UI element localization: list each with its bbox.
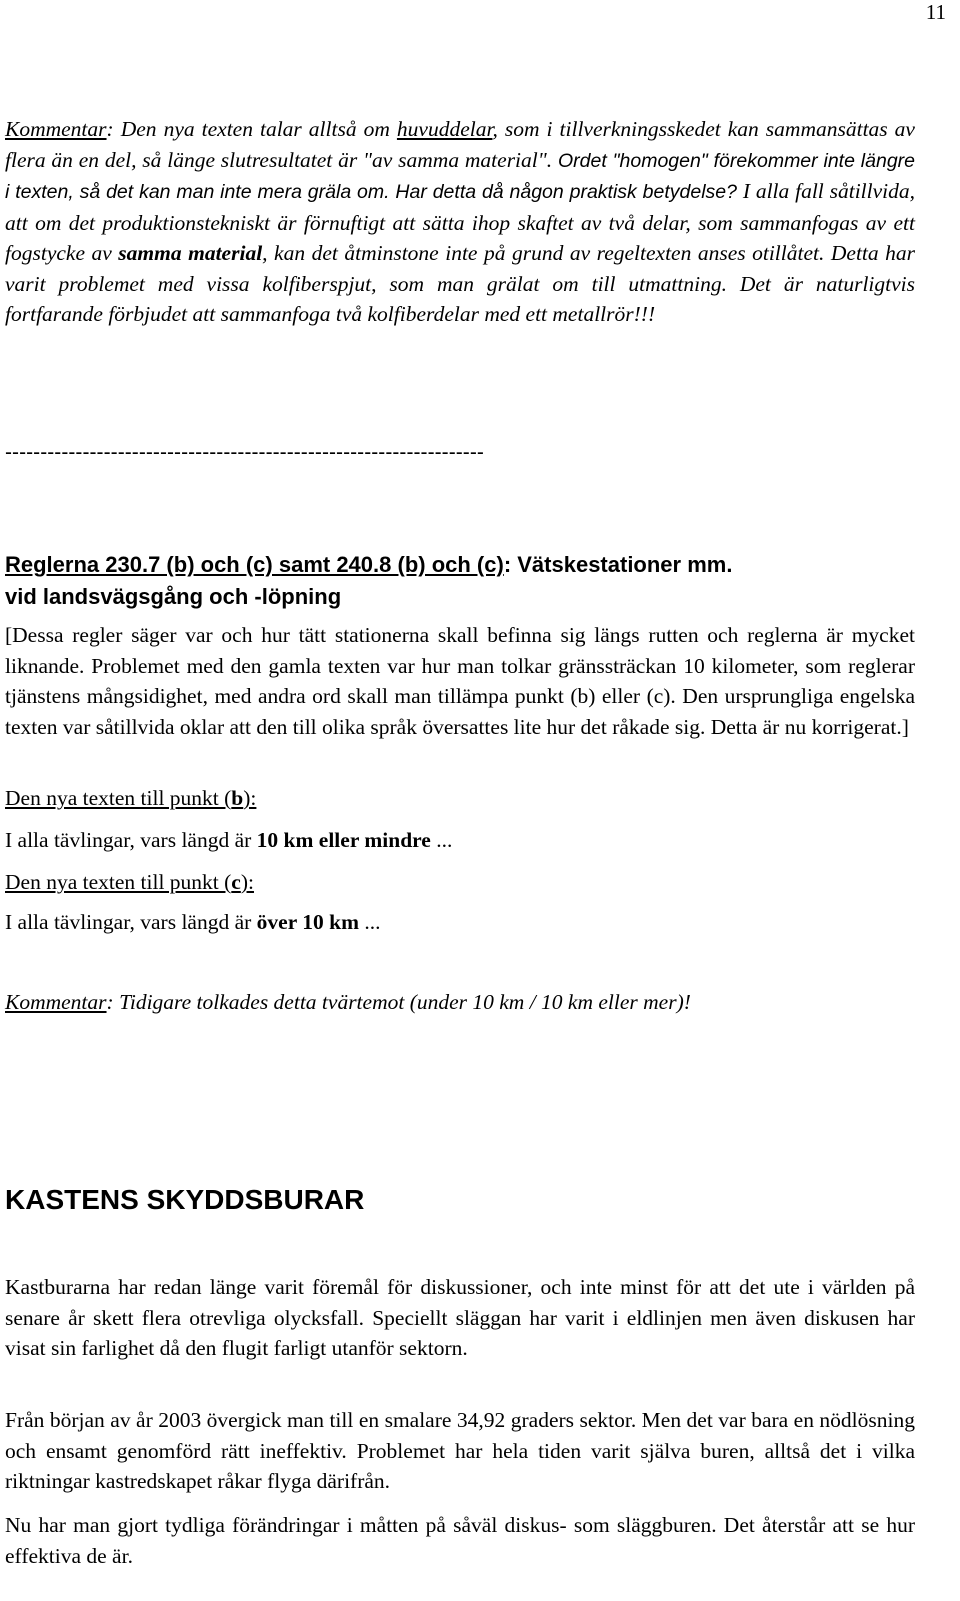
rule-c-text-start: I alla tävlingar, vars längd är bbox=[5, 910, 257, 934]
comment-text-1: Den nya texten talar alltså om bbox=[113, 117, 397, 141]
cage-paragraph-2: Från början av år 2003 övergick man till en smalare 34,92 graders sektor. Men det var bara en nödlösning och ensamt genomförd rätt ineffektiv. Problemet har hela tiden varit själva buren, alltså det i vilka riktningar kastredskapet råkar flyga därifrån. bbox=[5, 1408, 915, 1493]
section-heading-rules: Reglerna 230.7 (b) och (c) samt 240.8 (b) och (c) bbox=[5, 552, 504, 577]
rule-b-letter: b bbox=[231, 786, 244, 810]
rule-b-label-end: ): bbox=[243, 786, 257, 810]
rule-b-label bbox=[5, 786, 256, 811]
comment-2-colon: : bbox=[106, 990, 114, 1014]
comment-paragraph-2 bbox=[5, 990, 691, 1015]
comment-text-2: , som i tillverkningsskedet kan sammansättas av flera än en del, så länge slutresultatet är "av samma material". bbox=[5, 117, 915, 172]
rule-b-text-end: ... bbox=[430, 828, 453, 852]
section-heading-line-2: vid landsvägsgång och -löpning bbox=[5, 584, 342, 609]
comment-colon: : bbox=[106, 117, 114, 141]
rule-c-text-bold: över 10 km bbox=[256, 910, 359, 934]
cage-paragraph-1: Kastburarna har redan länge varit föremål för diskussioner, och inte minst för att det ute i världen på senare år skett flera otrevliga olycksfall. Speciellt släggan har varit i eldlinjen men även diskusen har visat sin farlighet då den flugit farligt utanför sektorn. bbox=[5, 1275, 915, 1360]
comment-paragraph-1 bbox=[5, 114, 915, 330]
rule-b-text-start: I alla tävlingar, vars längd är bbox=[5, 828, 257, 852]
page-number: 11 bbox=[925, 0, 946, 24]
comment-2-label: Kommentar bbox=[5, 990, 107, 1014]
rule-c-label bbox=[5, 870, 254, 895]
cage-heading: KASTENS SKYDDSBURAR bbox=[5, 1184, 365, 1215]
underlined-term: huvuddelar bbox=[396, 117, 493, 141]
rule-b-text bbox=[5, 828, 452, 853]
rule-c-text bbox=[5, 910, 381, 935]
section-body: [Dessa regler säger var och hur tätt stationerna skall befinna sig längs rutten och reglerna är mycket liknande. Problemet med den gamla texten var hur man tolkar gränssträckan 10 kilometer, som reglerar tjänstens mångsidighet, med andra ord skall man tillämpa punkt (b) eller (c). Den ursprungliga engelska texten var såtillvida oklar att den till olika språk översattes lite hur det råkade sig. Detta är nu korrigerat.] bbox=[5, 623, 915, 739]
comment-2-text: Tidigare tolkades detta tvärtemot (under 10 km / 10 km eller mer)! bbox=[113, 990, 691, 1014]
rule-c-label-text: Den nya texten till punkt ( bbox=[5, 870, 232, 894]
comment-text-sans: Ordet "homogen" förekommer inte längre i texten, så det kan man inte mera gräla om. Har detta då någon praktisk betydelse? bbox=[5, 149, 916, 203]
comment-text-4: , kan det åtminstone inte på grund av regeltexten anses otillåtet. Detta har varit problemet med vissa kolfiberspjut, som man grälat om till utmattning. Det är naturligtvis fortfarande förbjudet att sammanfoga två kolfiberdelar med ett metallrör!!! bbox=[5, 241, 916, 326]
rule-b-label-text: Den nya texten till punkt ( bbox=[5, 786, 232, 810]
comment-label: Kommentar bbox=[5, 117, 107, 141]
rule-c-text-end: ... bbox=[359, 910, 381, 934]
rule-c-letter: c bbox=[231, 870, 241, 894]
rule-b-text-bold: 10 km eller mindre bbox=[256, 828, 431, 852]
cage-paragraph-3: Nu har man gjort tydliga förändringar i måtten på såväl diskus- som släggburen. Det återstår att se hur effektiva de är. bbox=[5, 1513, 915, 1568]
bold-term: samma material bbox=[118, 241, 263, 265]
comment-text-3: I alla fall såtillvida, att om det produktionstekniskt är förnuftigt att sätta ihop skaftet av två delar, som sammanfogas av ett fogstycke av bbox=[5, 179, 916, 265]
rule-c-label-end: ): bbox=[240, 870, 254, 894]
separator-line: -------------------------------------------------------------------- bbox=[5, 441, 484, 464]
section-heading bbox=[5, 552, 732, 578]
section-heading-title: : Vätskestationer mm. bbox=[503, 552, 733, 577]
